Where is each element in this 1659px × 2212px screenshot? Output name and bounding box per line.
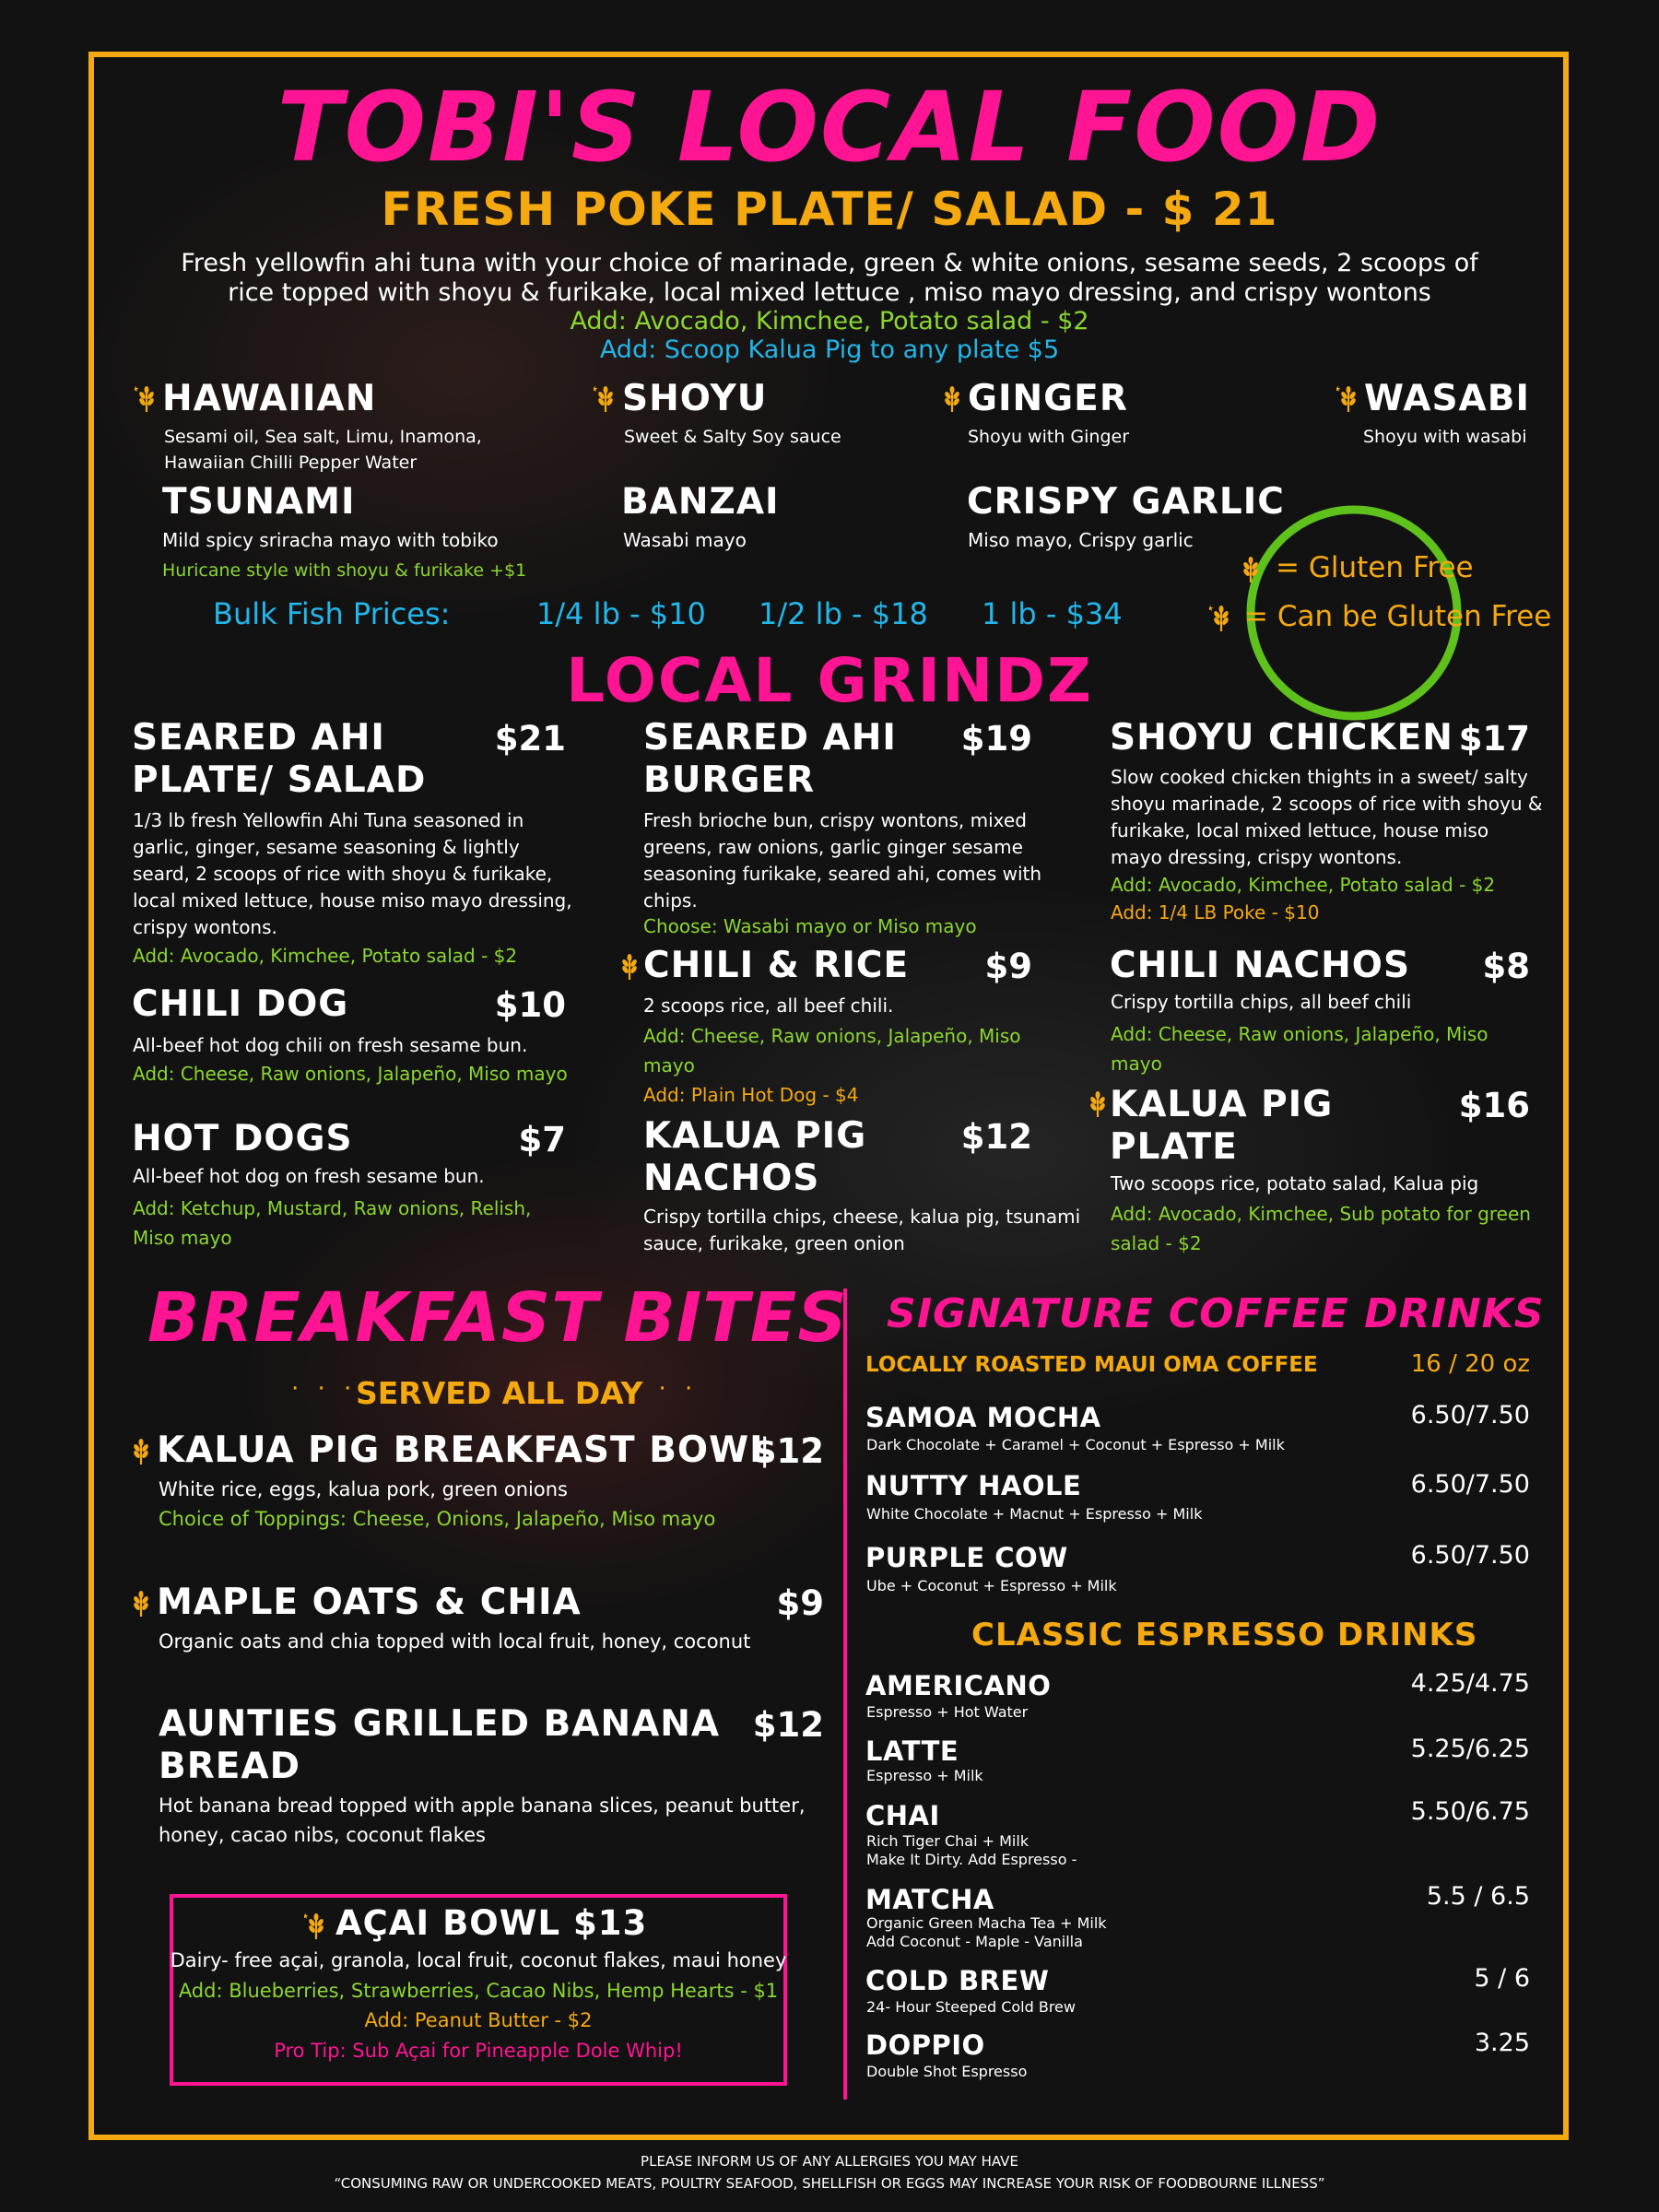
drink-name: LATTE [865, 1735, 959, 1767]
marinade-name: SHOYU [622, 378, 768, 419]
item-desc: greens, raw onions, garlic ginger sesame [643, 836, 1023, 858]
item-name: KALUA PIG [643, 1115, 867, 1157]
item-name: BREAD [159, 1746, 300, 1787]
item-price: $9 [776, 1583, 824, 1623]
bulk-price: 1/4 lb - $10 [536, 596, 706, 631]
item-price: $17 [1458, 719, 1530, 759]
item-name: SHOYU CHICKEN [1110, 717, 1453, 759]
item-add: Choice of Toppings: Cheese, Onions, Jalapeño, Miso mayo [159, 1508, 716, 1530]
can-be-gluten-free-icon [135, 385, 159, 413]
poke-add-2: Add: Scoop Kalua Pig to any plate $5 [599, 335, 1060, 364]
drink-name: MATCHA [865, 1884, 994, 1915]
item-price: $8 [1482, 947, 1530, 986]
acai-desc: Dairy- free açai, granola, local fruit, coconut flakes, maui honey [170, 1949, 787, 1971]
drink-desc: Espresso + Hot Water [866, 1703, 1029, 1721]
footer-warning: “CONSUMING RAW OR UNDERCOOKED MEATS, POULTRY SEAFOOD, SHELLFISH OR EGGS MAY INCREASE YOUR RISK OF FOODBOURNE ILLNESS” [334, 2175, 1325, 2192]
coffee-sizes: 16 / 20 oz [1410, 1350, 1530, 1378]
item-add: Miso mayo [133, 1227, 232, 1249]
item-name: PLATE [1110, 1126, 1238, 1168]
can-be-gluten-free-icon [1336, 385, 1360, 413]
item-name: MAPLE OATS & CHIA [157, 1582, 582, 1623]
poke-heading: FRESH POKE PLATE/ SALAD - $ 21 [381, 182, 1278, 236]
item-desc: shoyu marinade, 2 scoops of rice with shoyu & [1111, 793, 1543, 815]
item-price: $16 [1458, 1086, 1530, 1125]
item-price: $12 [960, 1117, 1032, 1157]
drink-name: DOPPIO [865, 2030, 985, 2061]
item-name: BURGER [643, 759, 816, 801]
drink-price: 5.50/6.75 [1410, 1797, 1530, 1826]
marinade-name: WASABI [1364, 378, 1530, 419]
drink-desc: White Chocolate + Macnut + Espresso + Milk [866, 1505, 1203, 1523]
item-add: Choose: Wasabi mayo or Miso mayo [643, 915, 977, 937]
drink-price: 6.50/7.50 [1410, 1401, 1530, 1430]
footer-allergy: PLEASE INFORM US OF ANY ALLERGIES YOU MAY HAVE [641, 2153, 1018, 2170]
item-desc: mayo dressing, crispy wontons. [1111, 846, 1403, 868]
drink-desc: Add Coconut - Maple - Vanilla [866, 1933, 1083, 1950]
marinade-desc: Wasabi mayo [623, 529, 747, 551]
item-desc: sauce, furikake, green onion [643, 1232, 905, 1254]
drink-name: NUTTY HAOLE [865, 1470, 1082, 1501]
bulk-label: Bulk Fish Prices: [213, 596, 451, 631]
served-all-day: SERVED ALL DAY [356, 1375, 643, 1411]
item-price: $9 [984, 947, 1032, 986]
item-name: KALUA PIG BREAKFAST BOWL [157, 1430, 773, 1471]
item-desc: All-beef hot dog chili on fresh sesame bun. [133, 1034, 528, 1056]
poke-description-2: rice topped with shoyu & furikake, local mixed lettuce , miso mayo dressing, and crispy wontons [228, 278, 1431, 307]
drink-name: PURPLE COW [865, 1542, 1068, 1573]
coffee-heading: SIGNATURE COFFEE DRINKS [887, 1290, 1545, 1337]
acai-add: Add: Blueberries, Strawberries, Cacao Nibs, Hemp Hearts - $1 [178, 1980, 779, 2002]
drink-price: 3.25 [1474, 2029, 1530, 2057]
item-desc: seard, 2 scoops of rice with shoyu & furikake, [133, 863, 553, 885]
bulk-price: 1/2 lb - $18 [759, 596, 928, 631]
drink-price: 5 / 6 [1474, 1964, 1530, 1993]
can-be-gluten-free-icon [1209, 605, 1233, 632]
drink-desc: Make It Dirty. Add Espresso - [866, 1851, 1077, 1868]
item-desc: Fresh brioche bun, crispy wontons, mixed [643, 809, 1027, 831]
bulk-price: 1 lb - $34 [982, 596, 1123, 631]
dots-left: · · · [291, 1375, 358, 1403]
gluten-free-icon [1239, 556, 1263, 583]
drink-desc: Rich Tiger Chai + Milk [866, 1832, 1030, 1850]
marinade-name: TSUNAMI [162, 481, 356, 523]
marinade-name: BANZAI [621, 481, 780, 523]
drink-desc: Ube + Coconut + Espresso + Milk [866, 1577, 1117, 1594]
gluten-free-icon [129, 1438, 153, 1465]
item-desc: Organic oats and chia topped with local fruit, honey, coconut [159, 1630, 751, 1653]
column-divider [843, 1288, 847, 2100]
gluten-free-icon [940, 385, 964, 413]
item-name: CHILI & RICE [643, 945, 910, 986]
item-price: $19 [960, 719, 1032, 759]
item-desc: Hot banana bread topped with apple banana slices, peanut butter, [159, 1794, 806, 1817]
gluten-free-icon [129, 1590, 153, 1618]
drink-price: 6.50/7.50 [1410, 1541, 1530, 1570]
marinade-desc: Sesami oil, Sea salt, Limu, Inamona, [164, 427, 482, 447]
item-price: $7 [518, 1120, 566, 1159]
item-add: Add: Plain Hot Dog - $4 [643, 1084, 859, 1106]
marinade-name: CRISPY GARLIC [967, 481, 1285, 523]
item-add: mayo [1111, 1053, 1162, 1075]
item-name: CHILI NACHOS [1110, 945, 1411, 986]
item-desc: All-beef hot dog on fresh sesame bun. [133, 1165, 485, 1187]
item-price: $12 [752, 1705, 824, 1745]
grindz-heading: LOCAL GRINDZ [566, 645, 1093, 716]
drink-desc: Dark Chocolate + Caramel + Coconut + Espresso + Milk [866, 1436, 1285, 1453]
drink-name: SAMOA MOCHA [865, 1402, 1101, 1433]
poke-add-1: Add: Avocado, Kimchee, Potato salad - $2 [570, 307, 1089, 335]
item-desc: local mixed lettuce, house miso mayo dressing, [133, 889, 572, 912]
item-desc: chips. [643, 889, 698, 912]
item-add: Add: Avocado, Kimchee, Sub potato for green [1111, 1203, 1531, 1225]
item-price: $12 [752, 1431, 824, 1471]
item-add: Add: Avocado, Kimchee, Potato salad - $2 [1111, 874, 1496, 896]
item-add: Add: Cheese, Raw onions, Jalapeño, Miso mayo [133, 1063, 568, 1085]
marinade-add: Huricane style with shoyu & furikake +$1 [162, 560, 527, 581]
item-desc: furikake, local mixed lettuce, house miso [1111, 819, 1489, 841]
item-desc: honey, cacao nibs, coconut flakes [159, 1824, 486, 1846]
gluten-free-icon [618, 953, 641, 981]
classic-heading: CLASSIC ESPRESSO DRINKS [971, 1617, 1478, 1653]
marinade-desc: Hawaiian Chilli Pepper Water [164, 453, 418, 473]
can-be-gluten-free-icon [594, 385, 618, 413]
item-name: KALUA PIG [1110, 1084, 1334, 1125]
item-add: salad - $2 [1111, 1232, 1202, 1254]
item-desc: 1/3 lb fresh Yellowfin Ahi Tuna seasoned in [133, 809, 524, 831]
poke-description-1: Fresh yellowfin ahi tuna with your choice of marinade, green & white onions, sesame seeds, 2 scoops of [181, 249, 1478, 277]
item-price: $21 [494, 719, 566, 759]
legend-gluten-free: = Gluten Free [1276, 551, 1474, 584]
marinade-desc: Mild spicy sriracha mayo with tobiko [162, 529, 499, 551]
marinade-name: GINGER [968, 378, 1128, 419]
item-name: SEARED AHI [643, 717, 897, 759]
marinade-desc: Shoyu with Ginger [968, 427, 1130, 447]
item-name: PLATE/ SALAD [132, 759, 427, 801]
drink-name: CHAI [865, 1800, 940, 1831]
item-desc: seasoning furikake, seared ahi, comes with [643, 863, 1042, 885]
item-name: HOT DOGS [132, 1118, 353, 1159]
item-name: AUNTIES GRILLED BANANA [159, 1703, 721, 1745]
item-desc: White rice, eggs, kalua pork, green onions [159, 1478, 568, 1500]
item-add: Add: Cheese, Raw onions, Jalapeño, Miso [643, 1025, 1021, 1047]
item-add: Add: Avocado, Kimchee, Potato salad - $2 [133, 945, 518, 967]
marinade-name: HAWAIIAN [162, 378, 377, 419]
item-name: CHILI DOG [132, 983, 349, 1025]
item-desc: Crispy tortilla chips, all beef chili [1111, 991, 1412, 1013]
item-desc: Two scoops rice, potato salad, Kalua pig [1111, 1172, 1479, 1194]
drink-price: 5.5 / 6.5 [1426, 1882, 1530, 1911]
marinade-desc: Sweet & Salty Soy sauce [624, 427, 841, 447]
item-desc: crispy wontons. [133, 916, 277, 938]
drink-desc: Organic Green Macha Tea + Milk [866, 1914, 1107, 1932]
item-add: Add: Ketchup, Mustard, Raw onions, Relish, [133, 1197, 532, 1219]
drink-desc: Double Shot Espresso [866, 2063, 1028, 2080]
acai-name: AÇAI BOWL $13 [335, 1903, 648, 1943]
item-desc: Slow cooked chicken thights in a sweet/ salty [1111, 766, 1528, 788]
drink-price: 5.25/6.25 [1410, 1735, 1530, 1763]
marinade-desc: Miso mayo, Crispy garlic [968, 529, 1194, 551]
dots-right: · · · [632, 1375, 699, 1403]
drink-price: 4.25/4.75 [1410, 1669, 1530, 1698]
drink-name: COLD BREW [865, 1965, 1050, 1996]
marinade-desc: Shoyu with wasabi [1363, 427, 1527, 447]
can-be-gluten-free-icon [304, 1912, 328, 1940]
coffee-subheading: LOCALLY ROASTED MAUI OMA COFFEE [865, 1353, 1318, 1377]
item-desc: 2 scoops rice, all beef chili. [643, 994, 894, 1017]
acai-add: Add: Peanut Butter - $2 [364, 2009, 593, 2031]
acai-tip: Pro Tip: Sub Açai for Pineapple Dole Whip! [274, 2040, 683, 2062]
drink-name: AMERICANO [865, 1670, 1052, 1701]
item-name: SEARED AHI [132, 717, 385, 759]
drink-desc: 24- Hour Steeped Cold Brew [866, 1998, 1076, 2016]
item-desc: Crispy tortilla chips, cheese, kalua pig, tsunami [643, 1206, 1081, 1228]
item-add: mayo [643, 1054, 695, 1077]
item-add: Add: 1/4 LB Poke - $10 [1111, 901, 1320, 924]
item-desc: garlic, ginger, sesame seasoning & lightly [133, 836, 520, 858]
item-name: NACHOS [643, 1158, 820, 1199]
gluten-free-icon [1086, 1090, 1110, 1118]
drink-desc: Espresso + Milk [866, 1767, 983, 1784]
item-add: Add: Cheese, Raw onions, Jalapeño, Miso [1111, 1023, 1488, 1045]
breakfast-heading: BREAKFAST BITES [147, 1278, 848, 1358]
item-price: $10 [494, 985, 566, 1025]
legend-can-be-gluten-free: = Can be Gluten Free [1244, 600, 1552, 633]
restaurant-title: TOBI'S LOCAL FOOD [276, 71, 1382, 183]
drink-price: 6.50/7.50 [1410, 1470, 1530, 1499]
